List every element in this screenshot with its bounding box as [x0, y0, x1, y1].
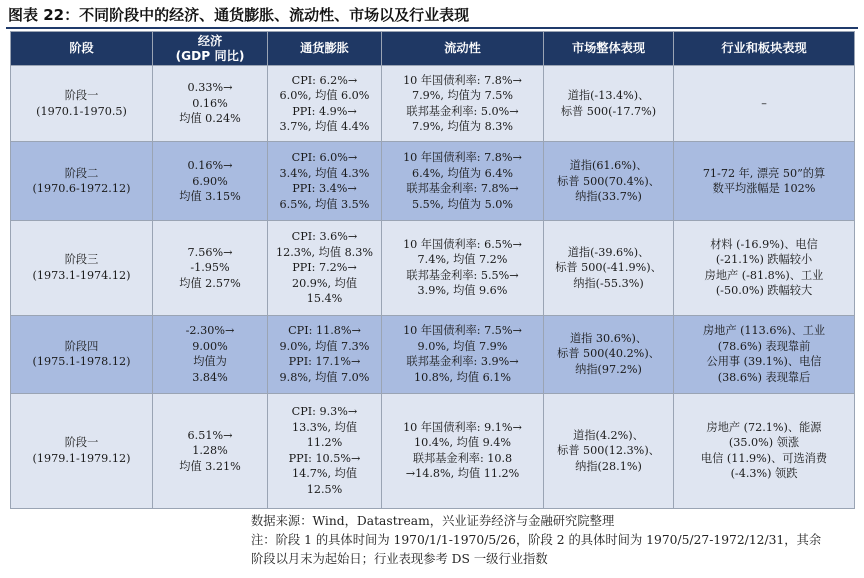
liquidity-text: 联邦基金利率: 7.8%→: [406, 182, 519, 196]
note-line-1: 注：阶段 1 的具体时间为 1970/1/1-1970/5/26，阶段 2 的具体时间为 1970/5/27-1972/12/31，其余: [251, 533, 822, 547]
inflation-text: CPI: 6.2%→: [291, 73, 358, 87]
inflation-text: CPI: 6.0%→: [291, 151, 358, 165]
liquidity-text: →14.8%, 均值 11.2%: [405, 467, 520, 481]
stage-text: (1979.1-1979.12): [32, 451, 131, 465]
header-liquidity: 流动性: [382, 32, 544, 66]
inflation-cell: [268, 315, 382, 393]
inflation-text: 9.0%, 均值 7.3%: [279, 339, 370, 353]
liquidity-text: 10 年国债利率: 7.8%→: [403, 151, 522, 165]
market-text: 道指(4.2%)、: [573, 428, 644, 442]
header-sector: 行业和板块表现: [674, 32, 855, 66]
market-text: 纳指(-55.3%): [573, 276, 644, 290]
table-row: [11, 142, 855, 221]
stage-text: (1970.1-1970.5): [36, 104, 127, 118]
stage-text: 阶段一: [64, 436, 99, 450]
sector-cell: [674, 315, 855, 393]
sector-text: 房地产 (-81.8%)、工业: [704, 268, 824, 282]
sector-text: (78.6%) 表现靠前: [717, 339, 811, 353]
stage-text: 阶段三: [64, 253, 99, 267]
sector-text: 71-72 年, 漂亮 50”的算: [702, 166, 826, 180]
inflation-text: 3.4%, 均值 4.3%: [279, 166, 370, 180]
economy-text: 均值为: [193, 355, 227, 369]
liquidity-text: 7.4%, 均值 7.2%: [417, 253, 508, 267]
inflation-text: 11.2%: [306, 436, 343, 450]
source-line: 数据来源：Wind，Datastream，兴业证券经济与金融研究院整理: [251, 514, 615, 528]
header-inflation: 通货膨胀: [268, 32, 382, 66]
market-text: 道指(61.6%)、: [569, 159, 648, 172]
inflation-text: CPI: 11.8%→: [288, 324, 361, 338]
figure-title: 图表 22：不同阶段中的经济、通货膨胀、流动性、市场以及行业表现: [8, 6, 470, 24]
liquidity-cell: [382, 315, 544, 393]
economy-text: 9.00%: [192, 339, 228, 353]
liquidity-text: 10.8%, 均值 6.1%: [413, 370, 511, 384]
sector-text: (-50.0%) 跌幅较大: [715, 284, 813, 298]
liquidity-text: 10 年国债利率: 7.5%→: [403, 324, 522, 338]
inflation-text: PPI: 10.5%→: [288, 451, 361, 465]
market-text: 标普 500(-41.9%)、: [555, 261, 662, 275]
table-row: [11, 221, 855, 315]
sector-text: –: [761, 96, 767, 110]
sector-text: (-21.1%) 跌幅较小: [715, 253, 813, 267]
economy-cell: [153, 221, 268, 315]
liquidity-text: 10.4%, 均值 9.4%: [413, 436, 511, 450]
market-text: 标普 500(40.2%)、: [557, 347, 660, 361]
sector-text: (38.6%) 表现靠后: [717, 370, 811, 384]
source-notes: [251, 512, 859, 569]
sector-text: (35.0%) 领涨: [728, 436, 800, 450]
stage-cell: [11, 221, 153, 315]
market-text: 纳指(28.1%): [575, 459, 642, 473]
table-row: [11, 315, 855, 393]
economy-text: -2.30%→: [185, 324, 235, 338]
stage-text: (1970.6-1972.12): [32, 182, 131, 196]
inflation-text: 12.3%, 均值 8.3%: [275, 245, 373, 259]
stage-cell: [11, 142, 153, 221]
market-cell: [544, 66, 674, 142]
stage-text: 阶段二: [64, 166, 99, 180]
sector-cell: [674, 66, 855, 142]
liquidity-text: 联邦基金利率: 5.0%→: [406, 104, 519, 118]
inflation-text: 14.7%, 均值: [291, 467, 358, 481]
inflation-text: 6.0%, 均值 6.0%: [279, 89, 370, 103]
sector-text: 房地产 (113.6%)、工业: [702, 324, 826, 338]
economy-cell: [153, 393, 268, 508]
inflation-text: PPI: 17.1%→: [288, 355, 361, 369]
stage-text: 阶段四: [64, 339, 99, 353]
sector-text: 电信 (11.9%)、可选消费: [700, 451, 828, 465]
market-text: 道指(-13.4%)、: [567, 89, 650, 103]
inflation-text: 15.4%: [306, 292, 343, 306]
market-cell: [544, 142, 674, 221]
liquidity-text: 10 年国债利率: 7.8%→: [403, 73, 522, 87]
table-header-row: [11, 32, 855, 66]
inflation-text: PPI: 7.2%→: [292, 261, 357, 275]
economy-text: 0.33%→: [187, 81, 233, 95]
liquidity-cell: [382, 221, 544, 315]
liquidity-cell: [382, 142, 544, 221]
economy-cell: [153, 142, 268, 221]
note-line-2: 阶段以月末为起始日；行业表现参考 DS 一级行业指数: [251, 552, 548, 566]
sector-cell: [674, 393, 855, 508]
economy-cell: [153, 315, 268, 393]
stage-cell: [11, 315, 153, 393]
economy-text: 6.90%: [192, 174, 228, 188]
market-text: 道指(-39.6%)、: [567, 245, 650, 259]
liquidity-text: 7.9%, 均值为 8.3%: [411, 120, 514, 134]
header-market: 市场整体表现: [544, 32, 674, 66]
inflation-cell: [268, 66, 382, 142]
inflation-text: CPI: 3.6%→: [291, 230, 358, 244]
liquidity-text: 3.9%, 均值 9.6%: [417, 284, 508, 298]
economy-text: 6.51%→: [187, 428, 233, 442]
economy-text: 0.16%→: [187, 159, 233, 172]
stage-text: 阶段一: [64, 89, 99, 103]
economy-text: 1.28%: [192, 444, 228, 458]
economy-text: 均值 0.24%: [179, 112, 241, 126]
stage-cell: [11, 393, 153, 508]
sector-text: 房地产 (72.1%)、能源: [706, 420, 822, 434]
liquidity-text: 联邦基金利率: 3.9%→: [406, 355, 519, 369]
header-stage: 阶段: [11, 32, 153, 66]
inflation-text: 12.5%: [306, 482, 343, 496]
economy-text: 3.84%: [192, 370, 228, 384]
stage-performance-table: [10, 31, 855, 509]
sector-cell: [674, 142, 855, 221]
inflation-cell: [268, 221, 382, 315]
sector-text: 材料 (-16.9%)、电信: [710, 237, 818, 251]
title-divider: [6, 27, 858, 29]
inflation-text: 6.5%, 均值 3.5%: [279, 197, 370, 211]
inflation-cell: [268, 393, 382, 508]
sector-text: 公用事 (39.1%)、电信: [706, 355, 822, 369]
inflation-text: PPI: 4.9%→: [292, 104, 357, 118]
market-cell: [544, 393, 674, 508]
table-row: [11, 66, 855, 142]
market-text: 标普 500(70.4%)、: [557, 174, 660, 188]
economy-text: 均值 2.57%: [179, 276, 241, 290]
stage-cell: [11, 66, 153, 142]
inflation-text: PPI: 3.4%→: [292, 182, 357, 196]
economy-cell: [153, 66, 268, 142]
table-row: [11, 393, 855, 508]
liquidity-text: 9.0%, 均值 7.9%: [417, 339, 508, 353]
liquidity-text: 10 年国债利率: 9.1%→: [403, 420, 522, 434]
inflation-text: 9.8%, 均值 7.0%: [279, 370, 370, 384]
liquidity-cell: [382, 393, 544, 508]
market-text: 标普 500(-17.7%): [560, 104, 657, 118]
inflation-text: CPI: 9.3%→: [291, 405, 358, 419]
inflation-text: 20.9%, 均值: [291, 276, 358, 290]
market-cell: [544, 315, 674, 393]
economy-text: 0.16%: [192, 96, 228, 110]
header-economy: 经济 (GDP 同比): [153, 32, 268, 66]
economy-text: 7.56%→: [187, 245, 233, 259]
market-text: 纳指(33.7%): [575, 190, 642, 203]
liquidity-text: 联邦基金利率: 5.5%→: [406, 268, 519, 282]
stage-text: (1975.1-1978.12): [32, 355, 131, 369]
inflation-text: 3.7%, 均值 4.4%: [279, 120, 370, 134]
economy-text: 均值 3.15%: [179, 190, 241, 203]
liquidity-text: 5.5%, 均值为 5.0%: [411, 197, 514, 211]
market-text: 标普 500(12.3%)、: [557, 444, 660, 458]
market-text: 纳指(97.2%): [575, 362, 642, 376]
economy-text: -1.95%: [190, 261, 230, 275]
stage-text: (1973.1-1974.12): [32, 268, 131, 282]
liquidity-text: 7.9%, 均值为 7.5%: [411, 89, 514, 103]
liquidity-cell: [382, 66, 544, 142]
sector-text: 数平均涨幅是 102%: [712, 182, 816, 196]
liquidity-text: 10 年国债利率: 6.5%→: [403, 237, 522, 251]
sector-cell: [674, 221, 855, 315]
inflation-cell: [268, 142, 382, 221]
liquidity-text: 联邦基金利率: 10.8: [412, 451, 513, 465]
sector-text: (-4.3%) 领跌: [730, 467, 798, 481]
inflation-text: 13.3%, 均值: [291, 420, 358, 434]
liquidity-text: 6.4%, 均值为 6.4%: [411, 166, 514, 180]
market-text: 道指 30.6%)、: [569, 331, 648, 345]
economy-text: 均值 3.21%: [179, 459, 241, 473]
market-cell: [544, 221, 674, 315]
